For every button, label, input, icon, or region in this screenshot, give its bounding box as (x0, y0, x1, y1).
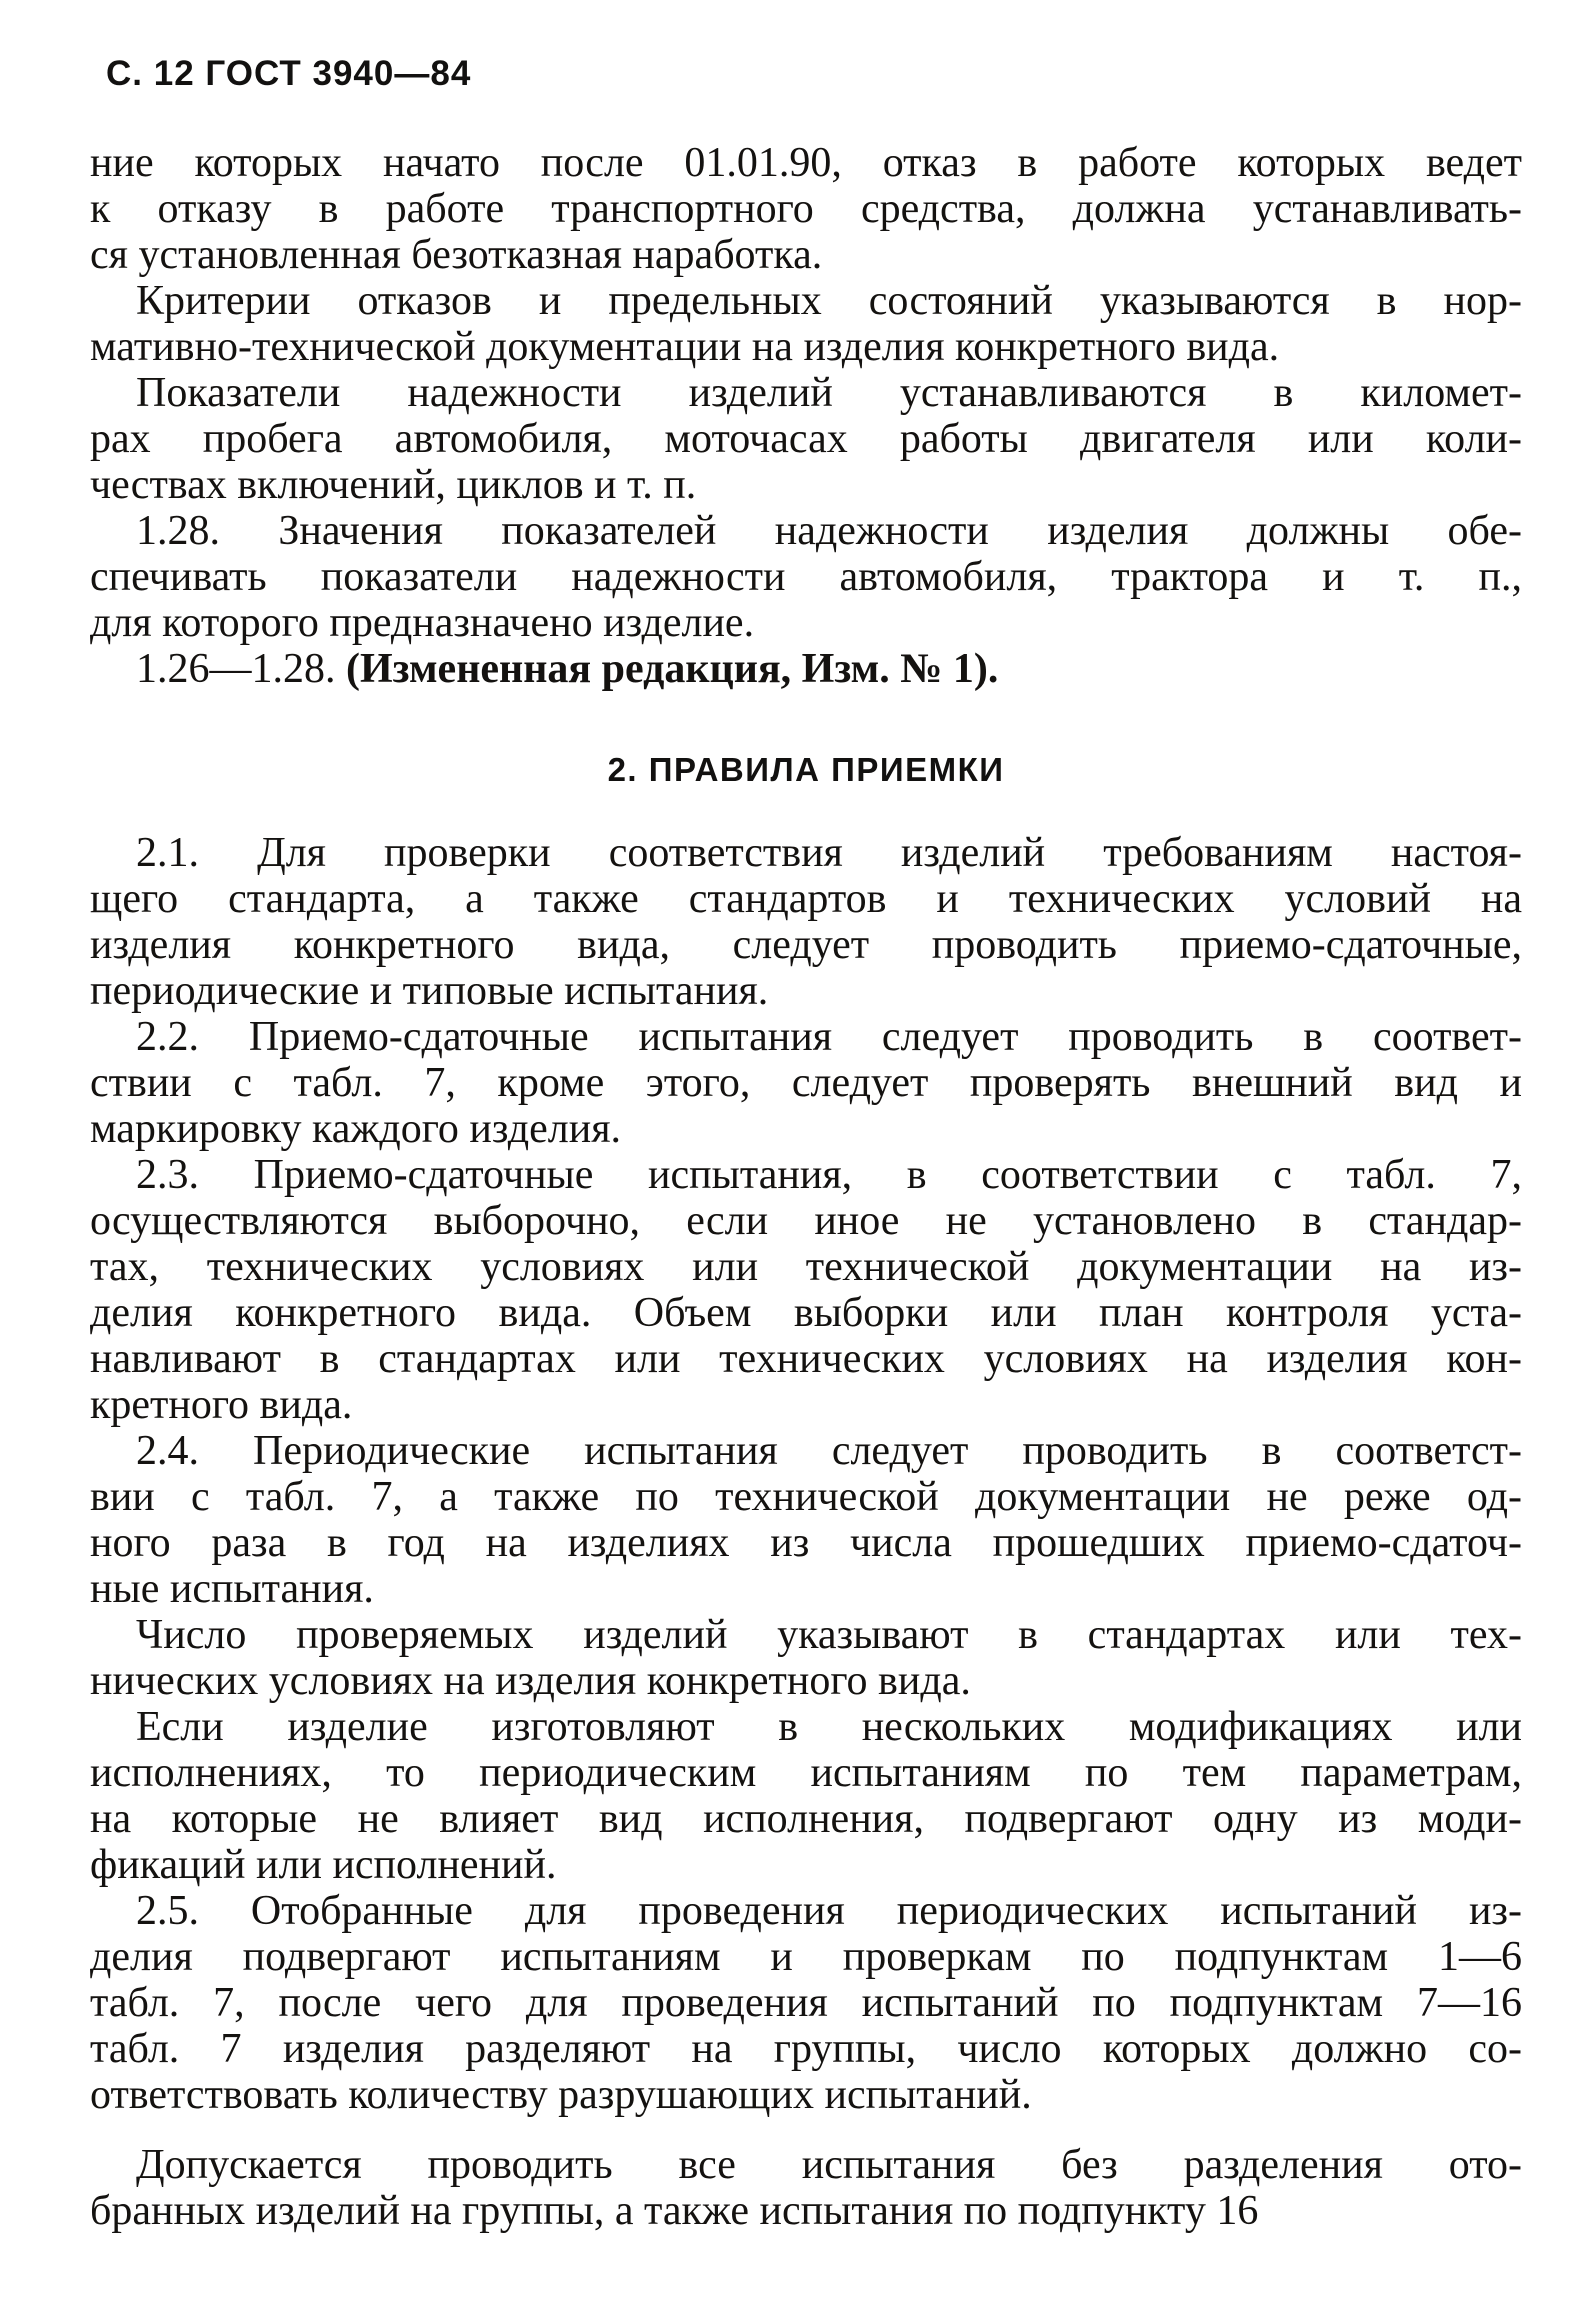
text-line: ние которых начато после 01.01.90, отказ в работе которых ведет (90, 140, 1522, 186)
text-line: ного раза в год на изделиях из числа прошедших приемо-сдаточ- (90, 1520, 1522, 1566)
text-line: вии с табл. 7, а также по технической документации не реже од- (90, 1474, 1522, 1520)
text-line: Показатели надежности изделий устанавливаются в километ- (136, 370, 1522, 416)
text-line: осуществляются выборочно, если иное не установлено в стандар- (90, 1198, 1522, 1244)
text-line: делия подвергают испытаниям и проверкам по подпунктам 1—6 (90, 1934, 1522, 1980)
text-line: 2.5. Отобранные для проведения периодических испытаний из- (136, 1888, 1522, 1934)
text-line: 2.4. Периодические испытания следует проводить в соответст- (136, 1428, 1522, 1474)
text-line: бранных изделий на группы, а также испытания по подпункту 16 (90, 2188, 1259, 2234)
paragraph (90, 1014, 1522, 1152)
paragraph (90, 1428, 1522, 1612)
text-line: щего стандарта, а также стандартов и технических условий на (90, 876, 1522, 922)
text-line: ответствовать количеству разрушающих испытаний. (90, 2072, 1032, 2118)
text-line: 2.3. Приемо-сдаточные испытания, в соответствии с табл. 7, (136, 1152, 1522, 1198)
text-line: 2.1. Для проверки соответствия изделий требованиям настоя- (136, 830, 1522, 876)
text-line: Критерии отказов и предельных состояний указываются в нор- (136, 278, 1522, 324)
text-line: делия конкретного вида. Объем выборки или план контроля уста- (90, 1290, 1522, 1336)
text-line: Число проверяемых изделий указывают в стандартах или тех- (136, 1612, 1522, 1658)
text-line: ные испытания. (90, 1566, 374, 1612)
text-line: на которые не влияет вид исполнения, подвергают одну из моди- (90, 1796, 1522, 1842)
text-line: кретного вида. (90, 1382, 353, 1428)
emphasized-text: (Измененная редакция, Изм. № 1). (346, 646, 999, 692)
text-line: ствии с табл. 7, кроме этого, следует проверять внешний вид и (90, 1060, 1522, 1106)
text-line: табл. 7, после чего для проведения испытаний по подпунктам 7—16 (90, 1980, 1522, 2026)
paragraph (90, 140, 1522, 278)
text-line: к отказу в работе транспортного средства, должна устанавливать- (90, 186, 1522, 232)
text-line: маркировку каждого изделия. (90, 1106, 622, 1152)
paragraph (90, 1704, 1522, 1888)
text-line: табл. 7 изделия разделяют на группы, число которых должно со- (90, 2026, 1522, 2072)
text-line: исполнениях, то периодическим испытаниям по тем параметрам, (90, 1750, 1522, 1796)
section-heading: 2. ПРАВИЛА ПРИЕМКИ (607, 751, 1005, 788)
text-line: 2.2. Приемо-сдаточные испытания следует проводить в соответ- (136, 1014, 1522, 1060)
plain-text: 1.26—1.28. (136, 646, 346, 692)
paragraph (90, 1888, 1522, 2118)
text-line: для которого предназначено изделие. (90, 600, 755, 646)
text-line: чествах включений, циклов и т. п. (90, 462, 697, 508)
paragraph (90, 1612, 1522, 1704)
text-line: 1.28. Значения показателей надежности изделия должны обе- (136, 508, 1522, 554)
text-line: спечивать показатели надежности автомобиля, трактора и т. п., (90, 554, 1522, 600)
paragraph (90, 278, 1522, 370)
text-line: изделия конкретного вида, следует проводить приемо-сдаточные, (90, 922, 1522, 968)
document-body (90, 140, 1522, 2234)
text-line: мативно-технической документации на изделия конкретного вида. (90, 324, 1280, 370)
paragraph (90, 370, 1522, 508)
paragraph (90, 646, 1522, 692)
text-line: Если изделие изготовляют в нескольких модификациях или (136, 1704, 1522, 1750)
text-line: нических условиях на изделия конкретного вида. (90, 1658, 971, 1704)
paragraph (90, 2142, 1522, 2234)
page-header: С. 12 ГОСТ 3940—84 (106, 54, 472, 93)
text-line: тах, технических условиях или технической документации на из- (90, 1244, 1522, 1290)
text-line: рах пробега автомобиля, моточасах работы двигателя или коли- (90, 416, 1522, 462)
text-line: периодические и типовые испытания. (90, 968, 769, 1014)
text-line (90, 646, 1522, 692)
text-line: Допускается проводить все испытания без разделения ото- (136, 2142, 1522, 2188)
paragraph (90, 830, 1522, 1014)
text-line: ся установленная безотказная наработка. (90, 232, 823, 278)
paragraph (90, 1152, 1522, 1428)
text-line: навливают в стандартах или технических условиях на изделия кон- (90, 1336, 1522, 1382)
text-line: фикаций или исполнений. (90, 1842, 557, 1888)
paragraph (90, 508, 1522, 646)
